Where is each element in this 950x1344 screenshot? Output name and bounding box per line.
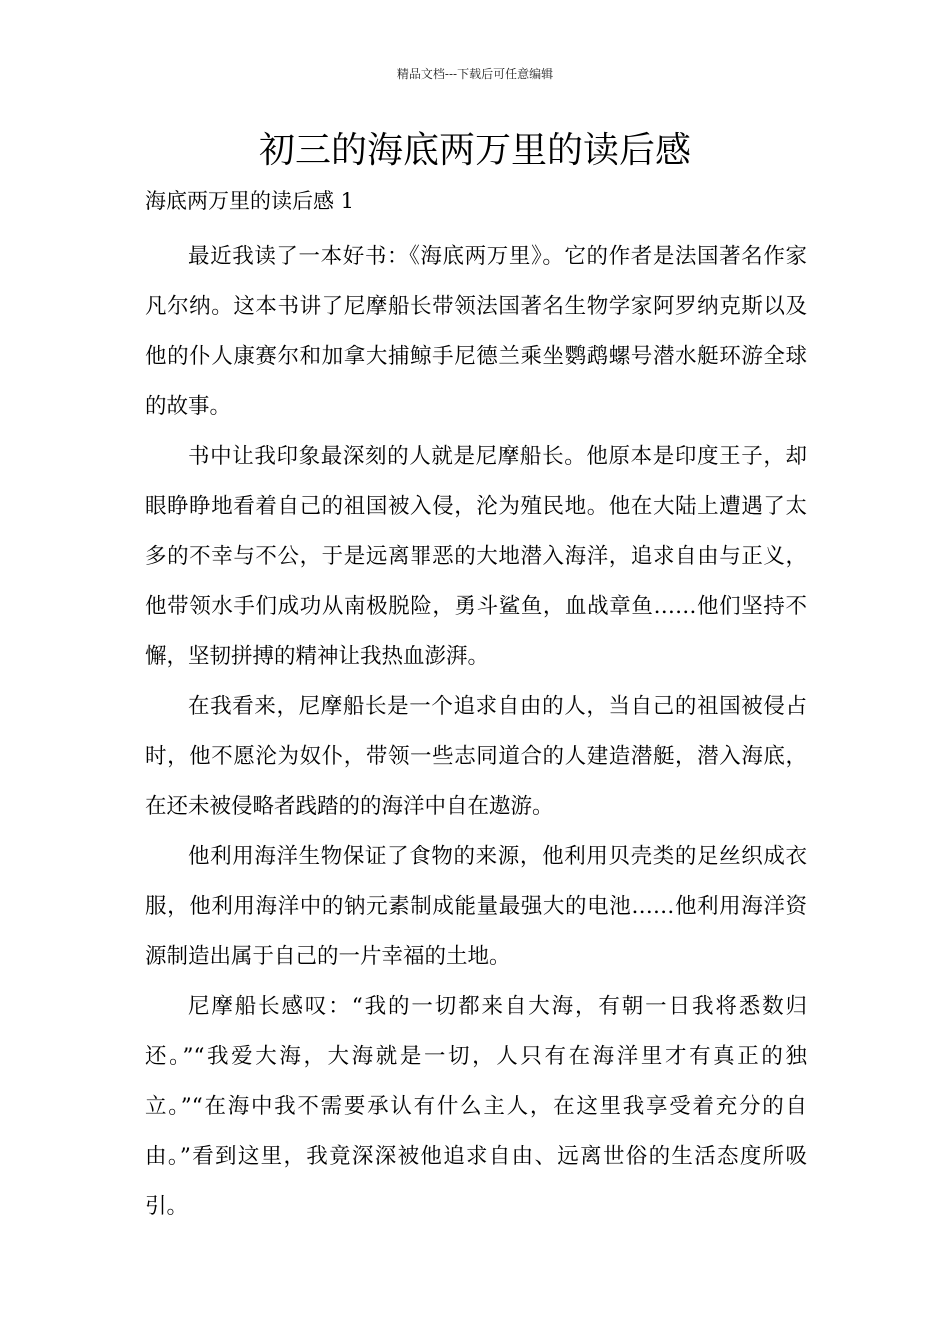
paragraph-4: 他利用海洋生物保证了食物的来源，他利用贝壳类的足丝织成衣服，他利用海洋中的钠元素制成能量最强大的电池……他利用海洋资源制造出属于自己的一片幸福的土地。 [145, 844, 807, 969]
body-text [145, 232, 807, 1232]
paragraph-2: 书中让我印象最深刻的人就是尼摩船长。他原本是印度王子，却眼睁睁地看着自己的祖国被入侵，沦为殖民地。他在大陆上遭遇了太多的不幸与不公，于是远离罪恶的大地潜入海洋，追求自由与正义，他带领水手们成功从南极脱险，勇斗鲨鱼，血战章鱼……他们坚持不懈，坚韧拼搏的精神让我热血澎湃。 [145, 444, 807, 669]
paragraph-5: 尼摩船长感叹：“我的一切都来自大海，有朝一日我将悉数归还。”“我爱大海，大海就是一切，人只有在海洋里才有真正的独立。”“在海中我不需要承认有什么主人，在这里我享受着充分的自由。”看到这里，我竟深深被他追求自由、远离世俗的生活态度所吸引。 [145, 994, 807, 1219]
page-title: 初三的海底两万里的读后感 [258, 130, 691, 171]
section-subtitle: 海底两万里的读后感 1 [145, 189, 355, 213]
paragraph-3: 在我看来，尼摩船长是一个追求自由的人，当自己的祖国被侵占时，他不愿沦为奴仆，带领一些志同道合的人建造潜艇，潜入海底，在还未被侵略者践踏的的海洋中自在遨游。 [145, 694, 807, 819]
paragraph-1: 最近我读了一本好书：《海底两万里》。它的作者是法国著名作家凡尔纳。这本书讲了尼摩船长带领法国著名生物学家阿罗纳克斯以及他的仆人康赛尔和加拿大捕鲸手尼德兰乘坐鹦鹉螺号潜水艇环游全球的故事。 [145, 244, 807, 419]
header-note: 精品文档---下载后可任意编辑 [396, 67, 554, 81]
